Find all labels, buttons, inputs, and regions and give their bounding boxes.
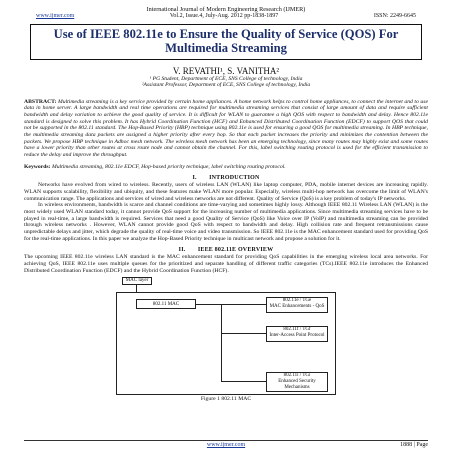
tgi-line1: 802.11i / TGi <box>283 373 311 379</box>
connector-line <box>196 304 266 305</box>
page-number: 1888 | Page <box>400 442 428 448</box>
tgi-box <box>266 372 328 392</box>
keywords-label: Keywords: <box>24 163 51 170</box>
paper-title: Use of IEEE 802.11e to Ensure the Quality of Service (QOS) For Multimedia Streaming <box>30 24 422 60</box>
tgf-box <box>266 326 328 342</box>
connector-line <box>221 381 266 382</box>
header-row <box>24 13 428 20</box>
tgi-line3: Mechanisms <box>284 384 310 390</box>
keywords-text: Multimedia streaming, 802.11e EDCF, Hop-based priority technique, label switching routing protocol. <box>50 163 286 170</box>
abstract-label: ABSTRACT: <box>24 98 57 105</box>
tgi-line2: Enhanced Security <box>278 378 316 384</box>
volume-info: Vol.2, Issue.4, July-Aug. 2012 pp-1838-1897 <box>169 13 279 19</box>
tge-line2: MAC Enhancements - QoS <box>269 303 325 309</box>
figure-80211-mac <box>116 277 336 395</box>
page-footer <box>24 440 428 449</box>
mac-80211-box: 802.11 MAC <box>136 299 196 309</box>
mac-layer-box: MAC layer <box>122 277 152 285</box>
intro-paragraph-2: In wireless environments, bandwidth is scarce and channel conditions are time-varying and sometimes highly lossy. Although IEEE 802.11 Wireless LAN (WLAN) is the most widely used WLAN standard today, it cannot provide QoS support for the increasing number of multimedia applications. Since multimedia streaming services have to be played in real-time, a large bandwidth is required. Services that need a good Quality of Service (QoS) like Voice over IP (VoIP) and multimedia streaming can be provided through wireless networks . However, WLAN cannot provide good QoS with respect to bandwidth and delay. High collision rate and frequent retransmissions cause unpredictable delays and jitter, which degrade the quality of real-time voice and video transmission. So IEEE 802.11e is the MAC enhancement standard used for providing QoS for the real-time applications. In this paper we analyze the Hop-Based Priority technique in multicast network and propose a solution for it. <box>24 202 428 242</box>
tge-box <box>266 297 328 313</box>
connector-line <box>221 304 222 381</box>
journal-url-link[interactable]: www.ijmer.com <box>36 13 75 19</box>
connector-line <box>136 285 137 292</box>
footer-url-link[interactable]: www.ijmer.com <box>206 442 246 448</box>
abstract <box>24 99 428 159</box>
connector-line <box>221 333 266 334</box>
issn: ISSN: 2249-6645 <box>373 13 416 19</box>
section-heading-overview: II. IEEE 802.11E OVERVIEW <box>178 247 274 254</box>
intro-paragraph-1: Networks have evolved from wired to wireless. Recently, users of wireless LAN (WLAN) like laptop computer, PDA, mobile internet devices are increasing rapidly. WLAN supports scalability, flexibility and ubiquity, and these features make WLAN more popular. Especially, wireless multi-hop network has overcome the limit of WLAN's communication range. The applications and services of wired and wireless networks are not different. Quality of Service (QoS) is a key problem of today's IP networks. <box>24 182 428 202</box>
overview-paragraph-1: The upcoming IEEE 802.11e wireless LAN standard is the MAC enhancement standard for providing QoS capabilities in the emerging wireless local area networks. For achieving QoS, IEEE 802.11e uses multiple queues for the prioritized and separate handling of different traffic categories (TCs).IEEE 802.11e introduces the Enhanced Distributed Coordination Function (EDCF) and the Hybrid Coordination Function (HCF). <box>24 254 428 274</box>
abstract-text: Multimedia streaming is a key service provided by certain home appliances. A home network helps to control home appliances, to connect the internet and to use data in home server. A large bandwidth and real time operations are required for multimedia streaming services that consist of large amount of data and require sufficient bandwidth and delay variation to achieve the good quality of service. It is difficult for WLAN to guarantee a high QOS with respect to bandwidth and delay. Hence 802.11e standard is designed to solve this problem. It has Hybrid Coordination Function (HCF) and Enhanced Distributed Coordination Function (EDCF) to support QOS that could not be supported in the 802.11 standard. The Hop-Based Priority (HBP) technique using 802.11e is used for ensuring a good QOS for multimedia streaming. In HBP technique, the multimedia streaming data packets are assigned a higher priority after every hop. So that each packet increases the priority and minimizes the contention between the packets. We propose HBP technique in Adhoc mesh network. The wireless mesh network has been an emerging technology, since many routes may highly exist and some routes have a lower priority than other routes at cross route node and cannot obtain the channel. For this, label switching routing protocol is used for the efficient transmission to reduce the delay and improve the throughput. <box>24 98 428 159</box>
section-heading-introduction: I. INTRODUCTION <box>192 175 260 182</box>
tgf-line2: Inter-Access Point Protocol <box>269 332 325 338</box>
affiliation-2: ²Assistant Professor, Department of ECE, SNS College of technology, India <box>141 82 311 89</box>
tge-line1: 802.11e / TGe <box>282 298 312 304</box>
figure-caption: Figure 1 802.11 MAC <box>200 396 252 403</box>
keywords <box>24 164 428 171</box>
affiliation-1: ¹ PG Student, Department of ECE, SNS College of technology, India <box>149 76 303 82</box>
tgf-line1: 802.11f / TGf <box>283 327 311 333</box>
authors: V. REVATHI¹, S. VANITHA² <box>172 66 280 76</box>
journal-name: International Journal of Modern Engineering Research (IJMER) <box>146 6 306 13</box>
